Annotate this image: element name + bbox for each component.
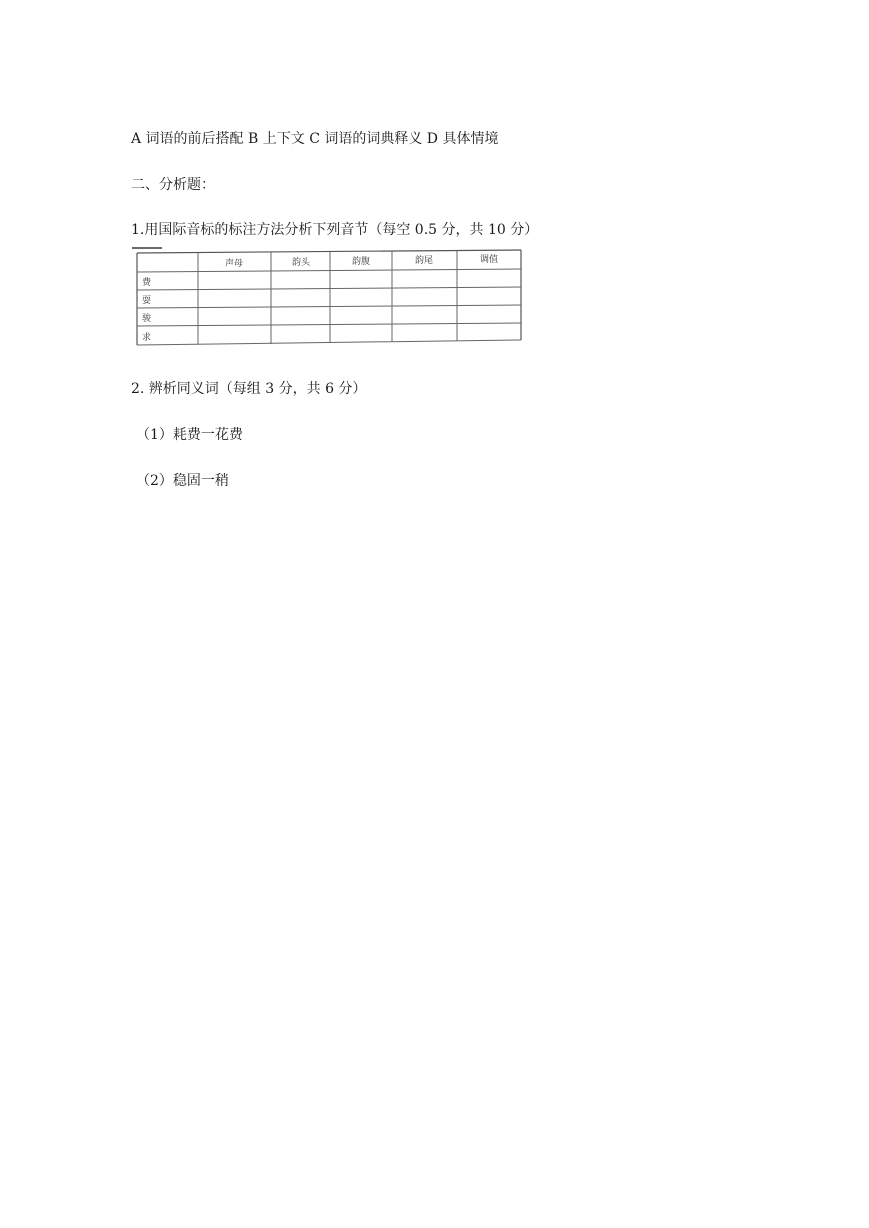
- row-label: 耍: [142, 296, 152, 306]
- row-label: 骏: [142, 314, 152, 324]
- question-1: 1.用国际音标的标注方法分析下列音节（每空 0.5 分，共 10 分）: [131, 222, 539, 238]
- question-2: 2. 辨析同义词（每组 3 分，共 6 分）: [131, 381, 367, 397]
- q2-item-2: （2）稳固一稍: [136, 473, 229, 489]
- header-initial: 声母: [224, 259, 244, 269]
- options-line: A 词语的前后搭配 B 上下文 C 词语的词典释义 D 具体情境: [131, 131, 499, 147]
- q2-item-1: （1）耗费一花费: [136, 427, 243, 443]
- header-tone: 调值: [479, 255, 499, 265]
- row-label: 费: [142, 278, 152, 288]
- header-medial: 韵头: [291, 258, 311, 268]
- row-label: 求: [142, 333, 152, 343]
- section-heading: 二、分析题：: [131, 177, 215, 193]
- header-nucleus: 韵腹: [351, 257, 371, 267]
- syllable-analysis-table: [131, 244, 523, 348]
- table-grid: [131, 244, 523, 348]
- header-coda: 韵尾: [414, 256, 434, 266]
